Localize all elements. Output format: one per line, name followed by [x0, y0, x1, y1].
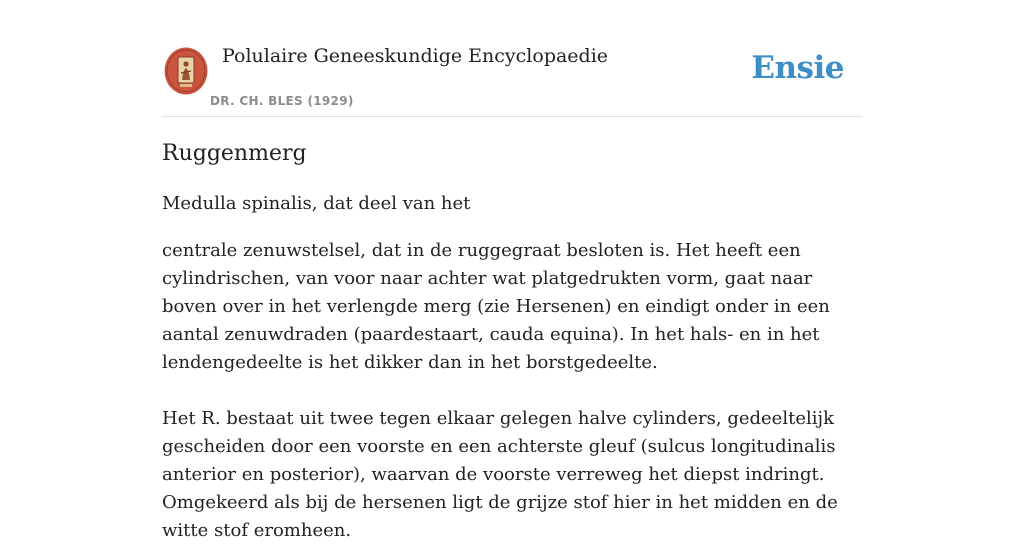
book-header	[162, 0, 862, 117]
article-paragraph: Het R. bestaat uit twee tegen elkaar gelegen halve cylinders, gedeeltelijk gescheiden door een voorste en een achterste gleuf (sulcus longitudinalis anterior en posterior), waarvan de voorste verreweg het diepst indringt. Omgekeerd als bij de hersenen ligt de grijze stof hier in het midden en de witte stof eromheen.	[162, 408, 838, 541]
book-cover-icon[interactable]	[164, 47, 208, 95]
book-author: DR. CH. BLES (1929)	[210, 94, 354, 108]
article	[162, 138, 862, 545]
article-title: Ruggenmerg	[162, 141, 307, 166]
ensie-logo-link[interactable]: Ensie	[751, 50, 844, 86]
article-lead: Medulla spinalis, dat deel van het	[162, 193, 471, 214]
article-paragraph: centrale zenuwstelsel, dat in de ruggegraat besloten is. Het heeft een cylindrischen, van voor naar achter wat platgedrukten vorm, gaat naar boven over in het verlengde merg (zie Hersenen) en eindigt onder in een aantal zenuwdraden (paardestaart, cauda equina). In het hals- en in het lendengedeelte is het dikker dan in het borstgedeelte.	[162, 240, 830, 373]
book-title[interactable]: Polulaire Geneeskundige Encyclopaedie	[222, 45, 609, 67]
